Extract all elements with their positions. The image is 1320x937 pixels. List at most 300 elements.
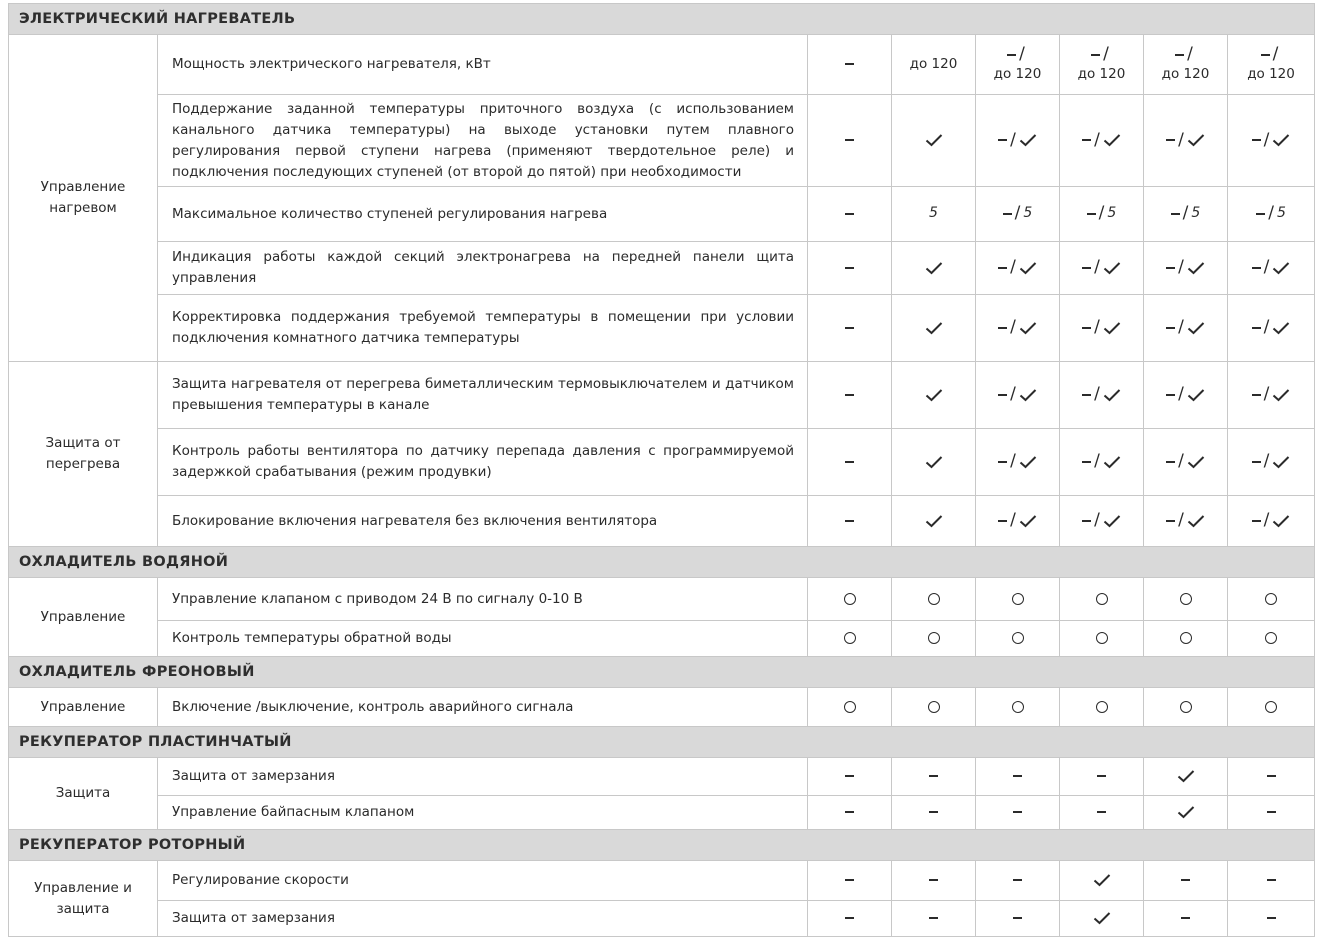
dash-mark — [1181, 879, 1190, 881]
dash-mark — [929, 811, 938, 813]
dash-mark — [929, 917, 938, 919]
check-icon — [1019, 261, 1037, 275]
value-cell — [1144, 901, 1228, 937]
dash-mark — [1082, 267, 1091, 269]
check-icon — [1103, 514, 1121, 528]
slash-mark: / — [1098, 203, 1105, 224]
group-label: Управление — [9, 688, 158, 727]
dash-mark — [845, 879, 854, 881]
feature-text: Защита нагревателя от перегрева биметаллическим термовыключателем и датчиком превышения температуры в канале — [158, 362, 808, 429]
dash-mark — [1252, 394, 1261, 396]
value-cell — [808, 295, 892, 362]
slash-mark: / — [1268, 203, 1274, 224]
dash-mark — [1171, 213, 1180, 215]
value-cell — [1228, 242, 1315, 295]
dash-mark — [1166, 394, 1175, 396]
value-text: до 120 — [993, 65, 1042, 82]
value-cell — [1060, 242, 1144, 295]
value-cell — [1228, 187, 1315, 242]
slash-mark: / — [1263, 451, 1270, 472]
circle-mark — [844, 593, 856, 605]
dash-mark — [998, 267, 1007, 269]
dash-mark — [929, 775, 938, 777]
dash-mark — [1013, 811, 1022, 813]
check-icon — [1019, 455, 1037, 469]
feature-text: Защита от замерзания — [158, 901, 808, 937]
value-cell — [892, 578, 976, 621]
circle-mark — [928, 632, 940, 644]
slash-mark: / — [1010, 451, 1016, 472]
section-header-row — [9, 657, 1315, 688]
value-cell — [892, 95, 976, 187]
feature-text: Корректировка поддержания требуемой температуры в помещении при условии подключения комнатного датчика температуры — [158, 295, 808, 362]
check-icon — [1103, 455, 1121, 469]
feature-text: Защита от замерзания — [158, 758, 808, 796]
group-label: Защита от перегрева — [9, 362, 158, 547]
value-cell — [1144, 496, 1228, 547]
value-cell — [1228, 95, 1315, 187]
slash-mark: / — [1263, 317, 1270, 338]
value-cell — [892, 861, 976, 901]
value-cell — [1228, 796, 1315, 830]
value-cell — [1144, 187, 1228, 242]
value-cell — [808, 187, 892, 242]
slash-mark: / — [1178, 129, 1184, 150]
dash-mark — [845, 139, 854, 141]
value-cell — [808, 861, 892, 901]
dash-mark — [1252, 139, 1261, 141]
check-icon — [1103, 133, 1121, 147]
table-row — [9, 796, 1315, 830]
value-number: 5 — [929, 205, 938, 222]
value-cell — [1060, 758, 1144, 796]
dash-mark — [1175, 54, 1184, 56]
dash-mark — [998, 327, 1007, 329]
dash-mark — [1082, 394, 1091, 396]
slash-mark: / — [1094, 510, 1100, 531]
value-line — [1144, 65, 1227, 84]
value-cell — [1060, 95, 1144, 187]
check-icon — [1272, 133, 1290, 147]
table-row — [9, 496, 1315, 547]
value-cell — [976, 362, 1060, 429]
slash-mark: / — [1182, 203, 1189, 224]
value-cell — [976, 496, 1060, 547]
dash-mark — [1252, 461, 1261, 463]
value-cell — [1228, 578, 1315, 621]
value-line — [1060, 45, 1143, 65]
dash-mark — [1097, 811, 1106, 813]
section-title: РЕКУПЕРАТОР ПЛАСТИНЧАТЫЙ — [9, 727, 1315, 758]
value-cell — [976, 242, 1060, 295]
check-icon — [1093, 911, 1111, 925]
circle-mark — [1265, 593, 1277, 605]
circle-mark — [1180, 701, 1192, 713]
circle-mark — [844, 701, 856, 713]
section-header-row — [9, 727, 1315, 758]
feature-text: Контроль температуры обратной воды — [158, 621, 808, 657]
value-cell — [1144, 688, 1228, 727]
slash-mark: / — [1010, 129, 1016, 150]
value-number: 5 — [1023, 205, 1033, 222]
circle-mark — [844, 632, 856, 644]
dash-mark — [998, 394, 1007, 396]
circle-mark — [1180, 593, 1192, 605]
check-icon — [1019, 514, 1037, 528]
dash-mark — [1091, 54, 1100, 56]
value-cell — [976, 901, 1060, 937]
slash-mark: / — [1178, 317, 1184, 338]
group-label: Управление и защита — [9, 861, 158, 937]
dash-mark — [1097, 775, 1106, 777]
section-header-row — [9, 4, 1315, 35]
value-cell — [1060, 861, 1144, 901]
value-cell — [976, 95, 1060, 187]
table-row — [9, 621, 1315, 657]
dash-mark — [1082, 461, 1091, 463]
value-cell — [1060, 901, 1144, 937]
value-cell — [1060, 187, 1144, 242]
dash-mark — [998, 461, 1007, 463]
value-cell — [976, 187, 1060, 242]
value-cell — [892, 35, 976, 95]
spec-table-body — [9, 4, 1315, 937]
slash-mark: / — [1178, 451, 1184, 472]
value-cell — [976, 758, 1060, 796]
dash-mark — [845, 461, 854, 463]
check-icon — [1187, 133, 1205, 147]
slash-mark: / — [1014, 203, 1021, 224]
circle-mark — [1180, 632, 1192, 644]
value-text: до 120 — [1077, 65, 1126, 82]
value-cell — [976, 796, 1060, 830]
section-header-row — [9, 830, 1315, 861]
table-row — [9, 688, 1315, 727]
check-icon — [1177, 805, 1195, 819]
check-icon — [1019, 133, 1037, 147]
value-text: до 120 — [1247, 65, 1295, 82]
circle-mark — [928, 701, 940, 713]
slash-mark: / — [1010, 510, 1016, 531]
check-icon — [1187, 321, 1205, 335]
dash-mark — [929, 879, 938, 881]
slash-mark: / — [1010, 384, 1016, 405]
value-cell — [976, 688, 1060, 727]
value-cell — [892, 758, 976, 796]
dash-mark — [1003, 213, 1012, 215]
slash-mark: / — [1103, 44, 1109, 65]
circle-mark — [1012, 701, 1024, 713]
dash-mark — [1252, 267, 1261, 269]
table-row — [9, 429, 1315, 496]
feature-text: Мощность электрического нагревателя, кВт — [158, 35, 808, 95]
dash-mark — [1007, 54, 1016, 56]
value-number: 5 — [1276, 205, 1286, 222]
dash-mark — [845, 394, 854, 396]
circle-mark — [1096, 593, 1108, 605]
value-cell — [1144, 295, 1228, 362]
dash-mark — [1082, 139, 1091, 141]
value-cell — [808, 242, 892, 295]
value-cell — [976, 861, 1060, 901]
value-cell — [976, 429, 1060, 496]
table-row — [9, 362, 1315, 429]
value-line — [1060, 65, 1143, 84]
value-cell — [808, 496, 892, 547]
dash-mark — [1013, 917, 1022, 919]
dash-mark — [1252, 327, 1261, 329]
check-icon — [1093, 873, 1111, 887]
slash-mark: / — [1019, 44, 1025, 65]
table-row — [9, 35, 1315, 95]
feature-text: Поддержание заданной температуры приточного воздуха (с использованием канального датчика температуры) на выходе установки путем плавного регулирования первой ступени нагрева (применяют твердотельное реле) и подключения последующих ступеней (от второй до пятой) при необходимости — [158, 95, 808, 187]
check-icon — [925, 455, 943, 469]
slash-mark: / — [1094, 451, 1100, 472]
value-cell — [808, 688, 892, 727]
value-cell — [1144, 242, 1228, 295]
group-label: Защита — [9, 758, 158, 830]
value-line — [1144, 45, 1227, 65]
value-cell — [1060, 35, 1144, 95]
value-line — [976, 45, 1059, 65]
slash-mark: / — [1178, 257, 1184, 278]
value-cell — [892, 362, 976, 429]
slash-mark: / — [1094, 384, 1100, 405]
value-cell — [808, 578, 892, 621]
value-cell — [1060, 429, 1144, 496]
dash-mark — [1082, 520, 1091, 522]
dash-mark — [1082, 327, 1091, 329]
value-cell — [1228, 429, 1315, 496]
value-cell — [892, 242, 976, 295]
dash-mark — [998, 520, 1007, 522]
value-cell — [976, 295, 1060, 362]
dash-mark — [845, 63, 854, 65]
dash-mark — [1166, 461, 1175, 463]
check-icon — [1272, 388, 1290, 402]
value-text: до 120 — [1161, 65, 1210, 82]
check-icon — [1103, 321, 1121, 335]
feature-text: Максимальное количество ступеней регулирования нагрева — [158, 187, 808, 242]
value-cell — [892, 496, 976, 547]
value-cell — [1144, 758, 1228, 796]
circle-mark — [1265, 632, 1277, 644]
spec-table-container — [8, 3, 1314, 937]
check-icon — [925, 388, 943, 402]
dash-mark — [1013, 879, 1022, 881]
value-cell — [1228, 621, 1315, 657]
check-icon — [1187, 514, 1205, 528]
value-cell — [1228, 901, 1315, 937]
value-cell — [1144, 861, 1228, 901]
value-cell — [1144, 578, 1228, 621]
check-icon — [1272, 514, 1290, 528]
dash-mark — [1252, 520, 1261, 522]
check-icon — [925, 321, 943, 335]
value-cell — [1228, 688, 1315, 727]
dash-mark — [1166, 327, 1175, 329]
value-cell — [808, 95, 892, 187]
section-title: РЕКУПЕРАТОР РОТОРНЫЙ — [9, 830, 1315, 861]
value-text: до 120 — [909, 56, 958, 72]
slash-mark: / — [1010, 257, 1016, 278]
value-cell — [1144, 95, 1228, 187]
check-icon — [925, 133, 943, 147]
value-cell — [1060, 621, 1144, 657]
slash-mark: / — [1187, 44, 1193, 65]
dash-mark — [845, 917, 854, 919]
value-line — [1228, 65, 1314, 84]
slash-mark: / — [1263, 384, 1270, 405]
value-cell — [1228, 295, 1315, 362]
slash-mark: / — [1178, 510, 1184, 531]
check-icon — [925, 514, 943, 528]
dash-mark — [845, 327, 854, 329]
slash-mark: / — [1263, 129, 1270, 150]
check-icon — [1103, 388, 1121, 402]
value-cell — [808, 35, 892, 95]
slash-mark: / — [1263, 510, 1270, 531]
feature-text: Индикация работы каждой секций электронагрева на передней панели щита управления — [158, 242, 808, 295]
value-cell — [976, 578, 1060, 621]
circle-mark — [1096, 701, 1108, 713]
value-cell — [808, 901, 892, 937]
value-cell — [976, 621, 1060, 657]
value-cell — [1144, 362, 1228, 429]
circle-mark — [1012, 593, 1024, 605]
section-title: ЭЛЕКТРИЧЕСКИЙ НАГРЕВАТЕЛЬ — [9, 4, 1315, 35]
dash-mark — [1267, 775, 1276, 777]
check-icon — [1103, 261, 1121, 275]
feature-text: Контроль работы вентилятора по датчику перепада давления с программируемой задержкой срабатывания (режим продувки) — [158, 429, 808, 496]
dash-mark — [1087, 213, 1096, 215]
value-cell — [892, 796, 976, 830]
dash-mark — [998, 139, 1007, 141]
value-cell — [892, 621, 976, 657]
table-row — [9, 95, 1315, 187]
value-cell — [1228, 861, 1315, 901]
value-cell — [1144, 429, 1228, 496]
value-cell — [976, 35, 1060, 95]
slash-mark: / — [1263, 257, 1270, 278]
table-row — [9, 901, 1315, 937]
dash-mark — [845, 520, 854, 522]
value-cell — [808, 621, 892, 657]
check-icon — [925, 261, 943, 275]
check-icon — [1272, 261, 1290, 275]
value-cell — [892, 295, 976, 362]
dash-mark — [1166, 267, 1175, 269]
dash-mark — [1256, 213, 1265, 215]
slash-mark: / — [1178, 384, 1184, 405]
value-cell — [1228, 758, 1315, 796]
section-title: ОХЛАДИТЕЛЬ ФРЕОНОВЫЙ — [9, 657, 1315, 688]
check-icon — [1272, 321, 1290, 335]
circle-mark — [1012, 632, 1024, 644]
feature-text: Регулирование скорости — [158, 861, 808, 901]
value-cell — [808, 796, 892, 830]
value-number: 5 — [1191, 205, 1201, 222]
slash-mark: / — [1272, 44, 1279, 65]
dash-mark — [845, 811, 854, 813]
section-header-row — [9, 547, 1315, 578]
value-cell — [892, 429, 976, 496]
value-cell — [1060, 295, 1144, 362]
value-cell — [1060, 578, 1144, 621]
section-title: ОХЛАДИТЕЛЬ ВОДЯНОЙ — [9, 547, 1315, 578]
table-row — [9, 242, 1315, 295]
check-icon — [1272, 455, 1290, 469]
check-icon — [1177, 769, 1195, 783]
dash-mark — [1267, 879, 1276, 881]
dash-mark — [1181, 917, 1190, 919]
table-row — [9, 758, 1315, 796]
dash-mark — [1166, 520, 1175, 522]
dash-mark — [1267, 811, 1276, 813]
slash-mark: / — [1094, 317, 1100, 338]
dash-mark — [1261, 54, 1270, 56]
value-cell — [1228, 362, 1315, 429]
value-line — [976, 65, 1059, 84]
value-cell — [1228, 496, 1315, 547]
value-cell — [1144, 35, 1228, 95]
circle-mark — [1265, 701, 1277, 713]
slash-mark: / — [1094, 257, 1100, 278]
value-cell — [1060, 688, 1144, 727]
value-number: 5 — [1107, 205, 1117, 222]
value-cell — [1228, 35, 1315, 95]
value-cell — [1060, 496, 1144, 547]
value-cell — [1060, 362, 1144, 429]
dash-mark — [1267, 917, 1276, 919]
table-row — [9, 295, 1315, 362]
slash-mark: / — [1010, 317, 1016, 338]
dash-mark — [1166, 139, 1175, 141]
table-row — [9, 187, 1315, 242]
dash-mark — [845, 213, 854, 215]
check-icon — [1187, 388, 1205, 402]
feature-text: Блокирование включения нагревателя без включения вентилятора — [158, 496, 808, 547]
group-label: Управление — [9, 578, 158, 657]
value-cell — [808, 758, 892, 796]
table-row — [9, 578, 1315, 621]
dash-mark — [1013, 775, 1022, 777]
value-cell — [808, 362, 892, 429]
check-icon — [1187, 455, 1205, 469]
dash-mark — [845, 775, 854, 777]
value-cell — [892, 688, 976, 727]
slash-mark: / — [1094, 129, 1100, 150]
feature-text: Включение /выключение, контроль аварийного сигнала — [158, 688, 808, 727]
check-icon — [1187, 261, 1205, 275]
value-cell — [892, 901, 976, 937]
circle-mark — [928, 593, 940, 605]
value-cell — [808, 429, 892, 496]
value-line — [1228, 45, 1314, 65]
circle-mark — [1096, 632, 1108, 644]
dash-mark — [845, 267, 854, 269]
check-icon — [1019, 321, 1037, 335]
value-cell — [892, 187, 976, 242]
spec-table — [8, 3, 1315, 937]
group-label: Управление нагревом — [9, 35, 158, 362]
value-cell — [1060, 796, 1144, 830]
feature-text: Управление клапаном с приводом 24 В по сигналу 0-10 В — [158, 578, 808, 621]
table-row — [9, 861, 1315, 901]
value-cell — [1144, 796, 1228, 830]
feature-text: Управление байпасным клапаном — [158, 796, 808, 830]
value-cell — [1144, 621, 1228, 657]
